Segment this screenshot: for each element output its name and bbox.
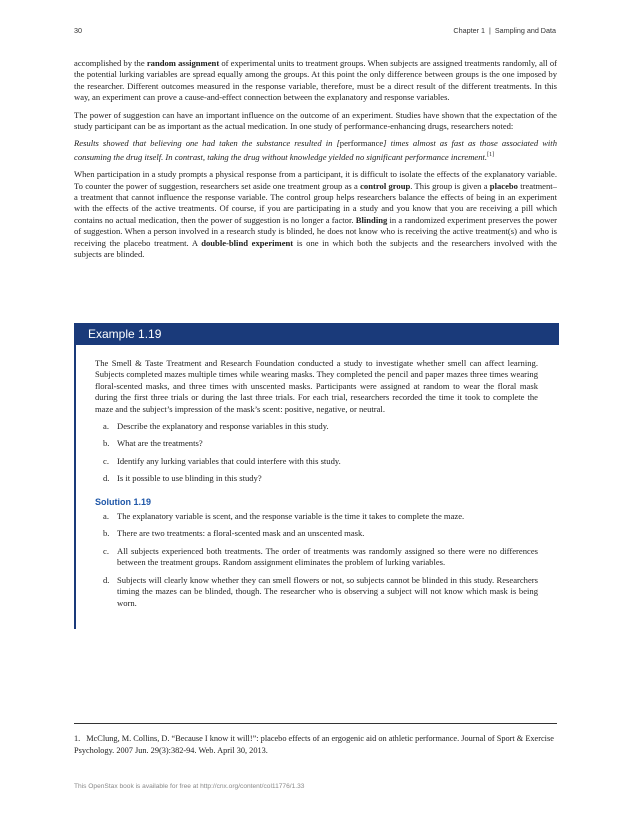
list-text: There are two treatments: a floral-scented mask and an unscented mask. [117,528,365,539]
text-run: ] times almost as fast as those associated with consuming the drug itself. In contrast, taking the drug without knowledge yielded no significant performance increment. [74,138,557,162]
list-item [95,421,538,432]
chapter-label: Chapter 1 [453,26,485,35]
list-label: a. [103,421,109,432]
text-run: Results showed that believing one had taken the substance resulted in [ [74,138,340,149]
footnote-text: McClung, M. Collins, D. “Because I know it will!”: placebo effects of an ergogenic aid on athletic performance. Journal of Sport & Exercise Psychology. 2007 Jun. 29(3):382-94. Web. April 30, 2013. [74,734,554,755]
list-label: b. [103,438,110,449]
term-placebo: placebo [489,180,518,191]
list-label: d. [103,574,110,585]
text-run: When participation in a study prompts a physical response from a participant, it is difficult to isolate the effects of the explanatory variable. To counter the power of suggestion, researchers set aside one treatment group as a [74,169,557,191]
list-text: The explanatory variable is scent, and the response variable is the time it takes to complete the maze. [117,511,465,522]
list-item [95,438,538,449]
footnote-number: 1. [74,734,81,743]
list-text: Subjects will clearly know whether they can smell flowers or not, so subjects cannot be blinded in this study. Researchers timing the mazes can be blinded, though. The researcher who is observing a subject will not know which mask is being worn. [117,574,538,608]
block-quote [74,138,557,163]
chapter-title: Sampling and Data [494,26,556,35]
example-box [74,323,559,629]
list-label: c. [103,455,109,466]
list-item [95,473,538,484]
page-number: 30 [74,26,82,35]
list-label: d. [103,473,110,484]
list-text: Describe the explanatory and response variables in this study. [117,421,329,432]
quote-insert: performance [339,138,384,149]
term-double-blind: double-blind experiment [201,237,294,248]
term-blinding: Blinding [355,214,388,225]
list-label: a. [103,511,109,522]
list-item [95,546,538,569]
list-item [95,528,538,539]
list-text: Identify any lurking variables that could interfere with this study. [117,455,341,466]
list-label: b. [103,528,110,539]
answer-list [95,511,538,609]
footnote-divider [74,723,557,724]
footnote [74,733,557,757]
list-label: c. [103,545,109,556]
term-random-assignment: random assignment [146,58,220,68]
list-item [95,456,538,467]
footnote-ref[interactable]: [1] [487,151,495,158]
openstax-notice: This OpenStax book is available for free at http://cnx.org/content/col11776/1.33 [74,783,305,790]
text-run: . This group is given a [410,180,490,191]
list-item [95,575,538,609]
intro-paragraph-3 [74,169,557,260]
intro-paragraph-1 [74,58,557,104]
example-text: The Smell & Taste Treatment and Research Foundation conducted a study to investigate whether smell can affect learning. Subjects completed mazes multiple times while wearing masks. They completed the pencil and paper mazes three times wearing floral-scented masks, and three times with unscented masks. Participants were assigned at random to wear the floral mask during the first three trials or during the last three trials. For each trial, researchers recorded the time it took to complete the maze and the subject’s impression of the mask’s scent: positive, negative, or neutral. [95,358,538,414]
question-list [95,421,538,485]
list-text: Is it possible to use blinding in this study? [117,473,262,484]
example-title: Example 1.19 [76,323,559,345]
text-run: of experimental units to treatment groups. When subjects are assigned treatments randomly, all of the potential lurking variables are spread equally among the groups. At this point the only difference between groups is the one imposed by the researcher. Different outcomes measured in the response variable, therefore, must be a direct result of the different treatments. In this way, an experiment can prove a cause-and-effect connection between the explanatory and response variables. [74,58,558,103]
solution-title: Solution 1.19 [95,496,152,507]
running-header [453,26,556,35]
text-run: treatment–a treatment that cannot influence the response variable. The control group helps researchers balance the effects of being in an experiment with the effects of the active treatments. Of course, if you are participating in a study and you know that you are receiving a pill which contains no actual medication, then the power of suggestion is no longer a factor. [74,180,557,225]
text-run: is one in which both the subjects and the researchers involved with the subjects are blinded. [74,237,557,259]
text-run: accomplished by the [74,58,147,68]
term-control-group: control group [360,180,411,191]
intro-paragraph-2: The power of suggestion can have an important influence on the outcome of an experiment. Studies have shown that the expectation of the study participant can be as important as the actual medication. In one study of performance-enhancing drugs, researchers noted: [74,109,557,132]
list-text: What are the treatments? [117,438,203,449]
text-run: in a randomized experiment preserves the power of suggestion. When a person involved in a research study is blinded, he does not know who is receiving the active treatment(s) and who is receiving the placebo treatment. A [74,214,558,248]
main-text [74,58,557,266]
header-separator: | [488,26,491,35]
list-item [95,511,538,522]
list-text: All subjects experienced both treatments. The order of treatments was randomly assigned so there were no differences between the treatment groups. Random assignment eliminates the problem of lurking variables. [117,545,538,568]
example-body [76,345,559,609]
